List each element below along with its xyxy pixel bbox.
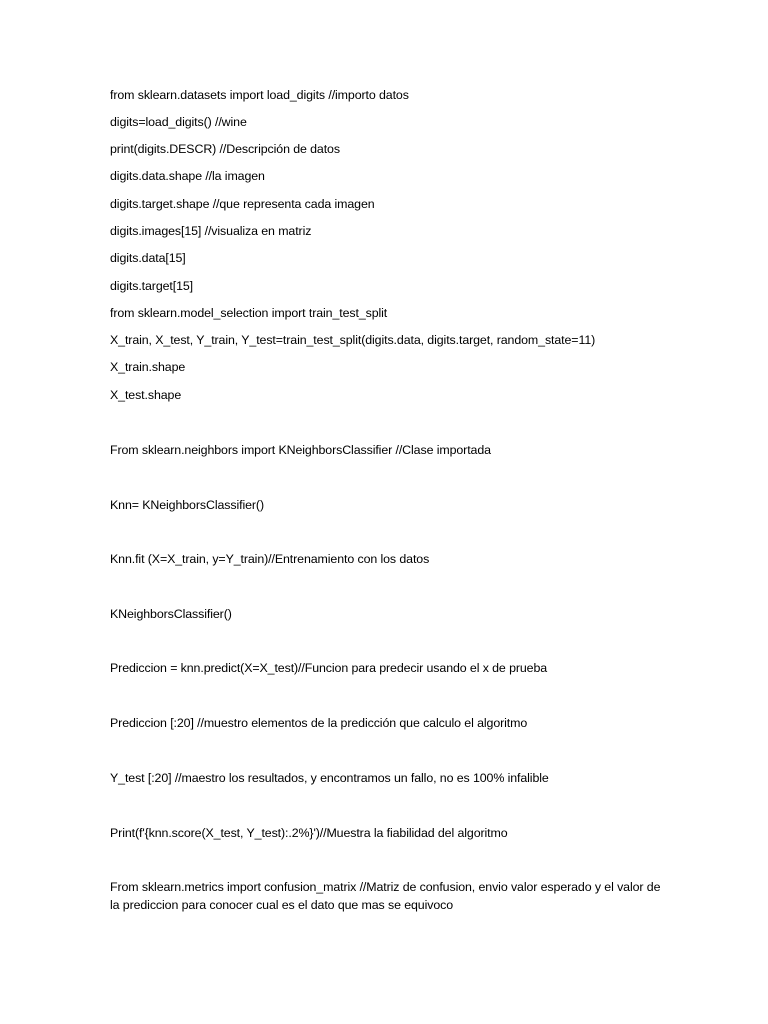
code-line-14: Knn= KNeighborsClassifier() (110, 498, 264, 512)
code-line-8: digits.target[15] (110, 279, 194, 293)
code-line-3: print(digits.DESCR) //Descripción de datos (110, 142, 340, 156)
code-line-6: digits.images[15] //visualiza en matriz (110, 224, 312, 238)
code-line-4: digits.data.shape //la imagen (110, 169, 265, 183)
code-line-20: Print(f'{knn.score(X_test, Y_test):.2%}')//Muestra la fiabilidad del algoritmo (110, 826, 508, 840)
code-line-11: X_train.shape (110, 360, 186, 374)
code-line-2: digits=load_digits() //wine (110, 115, 247, 129)
code-line-7: digits.data[15] (110, 251, 186, 265)
code-line-18: Prediccion [:20] //muestro elementos de la predicción que calculo el algoritmo (110, 716, 528, 730)
code-line-17: Prediccion = knn.predict(X=X_test)//Funcion para predecir usando el x de prueba (110, 661, 548, 675)
code-line-10: X_train, X_test, Y_train, Y_test=train_test_split(digits.data, digits.target, random_state=11) (110, 333, 596, 347)
code-line-1: from sklearn.datasets import load_digits //importo datos (110, 88, 409, 102)
code-line-16: KNeighborsClassifier() (110, 607, 232, 621)
code-line-5: digits.target.shape //que representa cada imagen (110, 197, 375, 211)
code-line-21: From sklearn.metrics import confusion_matrix //Matriz de confusion, envio valor esperado y el valor de la prediccion para conocer cual es el dato que mas se equivoco (110, 880, 661, 912)
code-line-19: Y_test [:20] //maestro los resultados, y encontramos un fallo, no es 100% infalible (110, 771, 549, 785)
code-line-9: from sklearn.model_selection import train_test_split (110, 306, 388, 320)
code-line-15: Knn.fit (X=X_train, y=Y_train)//Entrenamiento con los datos (110, 552, 430, 566)
code-line-12: X_test.shape (110, 388, 182, 402)
code-line-13: From sklearn.neighbors import KNeighborsClassifier //Clase importada (110, 443, 491, 457)
